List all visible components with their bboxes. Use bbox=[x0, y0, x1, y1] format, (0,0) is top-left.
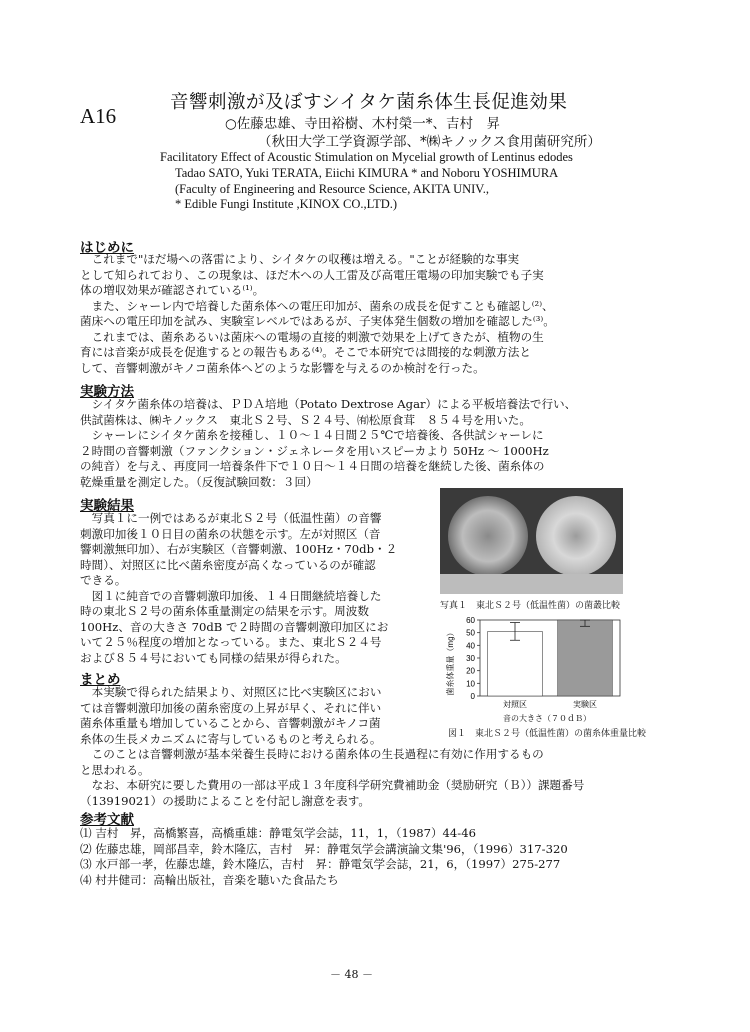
reference-item: ⑴ 吉村 昇，高橋繁喜，高橋重雄：静電気学会誌，11，1，（1987）44-46 bbox=[80, 826, 476, 840]
english-affiliation-2: * Edible Fungi Institute ,KINOX CO.,LTD.) bbox=[175, 197, 398, 211]
petri-dish-photo bbox=[440, 488, 623, 594]
intro-line: 育には音楽が成長を促進するとの報告もある⁽⁴⁾。そこで本研究では間接的な刺激方法と bbox=[80, 345, 531, 359]
english-authors: Tadao SATO, Yuki TERATA, Eiichi KIMURA * and Noboru YOSHIMURA bbox=[175, 166, 559, 180]
y-tick-label: 10 bbox=[466, 679, 475, 689]
summary-line: ては音響刺激印加後の菌糸密度の上昇が早く、それに伴い bbox=[80, 700, 382, 715]
abstract-id: A16 bbox=[80, 104, 117, 128]
author-list: ○佐藤忠雄、寺田裕樹、木村榮一*、吉村 昇 bbox=[225, 116, 501, 132]
summary-line: と思われる。 bbox=[80, 762, 150, 777]
results-line: いて２５％程度の増加となっている。また、東北Ｓ２４号 bbox=[80, 635, 382, 649]
reference-item: ⑷ 村井健司：高輪出版社，音楽を聴いた食品たち bbox=[80, 872, 339, 887]
figure-caption: 図１ 東北Ｓ２号（低温性菌）の菌糸体重量比較 bbox=[448, 729, 647, 739]
y-tick-label: 50 bbox=[466, 628, 475, 638]
results-section bbox=[80, 511, 397, 666]
results-line: 時の東北Ｓ２号の菌糸体重量測定の結果を示す。周波数 bbox=[80, 604, 369, 618]
references-heading: 参考文献 bbox=[80, 812, 134, 828]
intro-line: また、シャーレ内で培養した菌糸体への電圧印加が、菌糸の成長を促すことも確認し⁽²⁾、 bbox=[80, 298, 554, 313]
summary-line: 菌糸体重量も増加していることから、音響刺激がキノコ菌 bbox=[80, 716, 381, 730]
page-number: － 48 － bbox=[330, 968, 373, 981]
y-tick-label: 60 bbox=[466, 616, 475, 625]
methods-line: シイタケ菌糸体の培養は、ＰＤＡ培地（Potato Dextrose Agar）による平板培養法で行い、 bbox=[80, 397, 577, 411]
y-tick-label: 0 bbox=[470, 692, 475, 701]
reference-list bbox=[80, 826, 568, 888]
results-line: 100Hz、音の大きさ 70dB で２時間の音響刺激印加区にお bbox=[80, 619, 389, 634]
summary-line: 糸体の生長メカニズムに寄与しているものと考えられる。 bbox=[80, 731, 382, 746]
bar bbox=[488, 631, 543, 696]
summary-line: （13919021）の援助によることを付記し謝意を表す。 bbox=[80, 793, 370, 808]
x-axis-label: 音の大きさ（７０ｄＢ） bbox=[503, 714, 591, 723]
methods-line: 供試菌株は、㈱キノックス 東北Ｓ２号、Ｓ２４号、㈲松原食茸 ８５４号を用いた。 bbox=[80, 412, 531, 427]
methods-line: の純音）を与え、再度同一培養条件下で１０日～１４日間の培養を継続した後、菌糸体の bbox=[80, 459, 545, 473]
y-tick-label: 20 bbox=[466, 666, 475, 676]
results-line: 写真１に一例ではあるが東北Ｓ２号（低温性菌）の音響 bbox=[80, 511, 382, 525]
control-dish-image bbox=[448, 496, 528, 576]
y-tick-label: 40 bbox=[466, 641, 475, 651]
methods-line: シャーレにシイタケ菌糸を接種し、１０～１４日間２５℃で培養後、各供試シャーレに bbox=[80, 428, 544, 442]
summary-line: なお、本研究に要した費用の一部は平成１３年度科学研究費補助金（奨励研究（Ｂ））課題番号 bbox=[80, 778, 585, 792]
results-heading: 実験結果 bbox=[80, 498, 134, 514]
y-axis-label: 菌糸体重量（mg） bbox=[446, 628, 455, 696]
methods-line: 乾燥重量を測定した。（反復試験回数：３回） bbox=[80, 474, 318, 489]
english-title: Facilitatory Effect of Acoustic Stimulation on Mycelial growth of Lentinus edodes bbox=[160, 150, 573, 164]
methods-line: ２時間の音響刺激（ファンクション・ジェネレータを用いスピーカより 50Hz ～ 1000Hz bbox=[80, 443, 549, 458]
intro-line: これまでは、菌糸あるいは菌床への電場の直接的刺激で効果を上げてきたが、植物の生 bbox=[80, 329, 544, 344]
intro-line: として知られており、この現象は、ほだ木への人工雷及び高電圧電場の印加実験でも子実 bbox=[80, 267, 544, 282]
bar bbox=[558, 620, 613, 696]
mycelium-weight-chart bbox=[444, 612, 624, 724]
intro-heading: はじめに bbox=[80, 240, 134, 256]
results-line: 図１に純音での音響刺激印加後、１４日間継続培養した bbox=[80, 588, 382, 603]
paper-title: 音響刺激が及ぼすシイタケ菌糸体生長促進効果 bbox=[170, 92, 568, 113]
methods-heading: 実験方法 bbox=[80, 384, 134, 400]
english-affiliation-1: (Faculty of Engineering and Resource Science, AKITA UNIV., bbox=[175, 182, 489, 196]
experiment-dish-image bbox=[536, 496, 616, 576]
intro-line: 菌床への電圧印加を試み、実験室レベルではあるが、子実体発生個数の増加を確認した⁽³⁾。 bbox=[80, 314, 555, 328]
y-tick-label: 30 bbox=[466, 654, 475, 663]
reference-item: ⑶ 水戸部一孝，佐藤忠雄，鈴木隆広，吉村 昇：静電気学会誌，21，6，（1997）275-277 bbox=[80, 857, 561, 871]
reference-item: ⑵ 佐藤忠雄，岡部昌幸，鈴木隆広，吉村 昇：静電気学会講演論文集'96，（1996）317-320 bbox=[80, 841, 568, 856]
category-label: 実験区 bbox=[573, 700, 597, 709]
summary-line: このことは音響刺激が基本栄養生長時における菌糸体の生長過程に有効に作用するもの bbox=[80, 747, 544, 761]
photo-caption: 写真１ 東北Ｓ２号（低温性菌）の菌叢比較 bbox=[440, 601, 621, 611]
summary-line: 本実験で得られた結果より、対照区に比べ実験区におい bbox=[80, 685, 382, 699]
intro-line: 体の増収効果が確認されている⁽¹⁾。 bbox=[80, 283, 265, 297]
results-line: 響刺激無印加）、右が実験区（音響刺激、100Hz・70db・２ bbox=[80, 542, 398, 556]
intro-section bbox=[80, 252, 555, 376]
methods-section bbox=[80, 397, 576, 490]
category-label: 対照区 bbox=[503, 700, 527, 709]
summary-heading: まとめ bbox=[80, 672, 121, 688]
intro-line: して、音響刺激がキノコ菌糸体へどのような影響を与えるのか検討を行った。 bbox=[80, 360, 485, 375]
results-line: 時間）、対照区に比べ菌糸密度が高くなっているのが確認 bbox=[80, 557, 376, 572]
photo-label-band bbox=[440, 574, 623, 594]
results-line: 刺激印加後１０日目の菌糸の状態を示す。左が対照区（音 bbox=[80, 526, 381, 541]
results-line: および８５４号においても同様の結果が得られた。 bbox=[80, 650, 347, 665]
chart-layer bbox=[466, 616, 620, 709]
affiliation: （秋田大学工学資源学部、*㈱キノックス食用菌研究所） bbox=[258, 134, 601, 150]
intro-line: これまで"ほだ場への落雷により、シイタケの収穫は増える。"ことが経験的な事実 bbox=[80, 252, 520, 266]
results-line: できる。 bbox=[80, 573, 127, 587]
